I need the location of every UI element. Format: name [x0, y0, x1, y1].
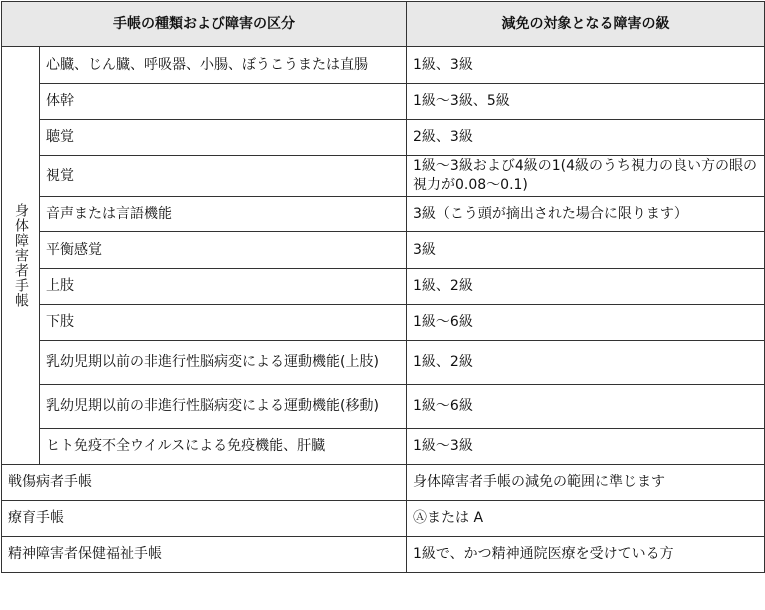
- category-cell: 視覚: [40, 156, 407, 197]
- category-cell: ヒト免疫不全ウイルスによる免疫機能、肝臓: [40, 429, 407, 465]
- grade-cell: 1級で、かつ精神通院医療を受けている方: [407, 537, 765, 573]
- category-cell: 下肢: [40, 305, 407, 341]
- category-cell: 平衡感覚: [40, 232, 407, 269]
- category-cell: 聴覚: [40, 120, 407, 156]
- grade-cell: 1級、3級: [407, 47, 765, 84]
- table-row: [2, 197, 765, 232]
- table-row: [2, 156, 765, 197]
- physical-group-label: 身体障害者手帳: [2, 47, 40, 465]
- header-category: 手帳の種類および障害の区分: [2, 2, 407, 47]
- grade-cell: 2級、3級: [407, 120, 765, 156]
- grade-cell: 1級～6級: [407, 305, 765, 341]
- grade-cell: 1級～3級および4級の1(4級のうち視力の良い方の眼の視力が0.08～0.1): [407, 156, 765, 197]
- grade-cell: 1級～6級: [407, 385, 765, 429]
- category-cell: 乳幼児期以前の非進行性脳病変による運動機能(移動): [40, 385, 407, 429]
- grade-cell: 1級～3級: [407, 429, 765, 465]
- grade-cell: 身体障害者手帳の減免の範囲に準じます: [407, 465, 765, 501]
- table-row: [2, 120, 765, 156]
- category-cell: 療育手帳: [2, 501, 407, 537]
- table-row: [2, 341, 765, 385]
- table-row: [2, 465, 765, 501]
- category-cell: 音声または言語機能: [40, 197, 407, 232]
- table-row: [2, 501, 765, 537]
- header-grade: 減免の対象となる障害の級: [407, 2, 765, 47]
- table-row: [2, 232, 765, 269]
- table-row: [2, 269, 765, 305]
- table-header-row: [2, 2, 765, 47]
- table-row: [2, 385, 765, 429]
- grade-cell: 1級、2級: [407, 269, 765, 305]
- category-cell: 精神障害者保健福祉手帳: [2, 537, 407, 573]
- table-row: [2, 305, 765, 341]
- category-cell: 上肢: [40, 269, 407, 305]
- disability-grade-table: [1, 1, 765, 573]
- grade-cell: 1級、2級: [407, 341, 765, 385]
- grade-cell: 1級～3級、5級: [407, 84, 765, 120]
- category-cell: 戦傷病者手帳: [2, 465, 407, 501]
- grade-cell: 3級: [407, 232, 765, 269]
- category-cell: 心臓、じん臓、呼吸器、小腸、ぼうこうまたは直腸: [40, 47, 407, 84]
- table-row: [2, 429, 765, 465]
- category-cell: 体幹: [40, 84, 407, 120]
- grade-cell: 3級（こう頭が摘出された場合に限ります）: [407, 197, 765, 232]
- table-row: [2, 537, 765, 573]
- table-row: [2, 84, 765, 120]
- grade-cell: Ⓐまたは A: [407, 501, 765, 537]
- category-cell: 乳幼児期以前の非進行性脳病変による運動機能(上肢): [40, 341, 407, 385]
- table-row: [2, 47, 765, 84]
